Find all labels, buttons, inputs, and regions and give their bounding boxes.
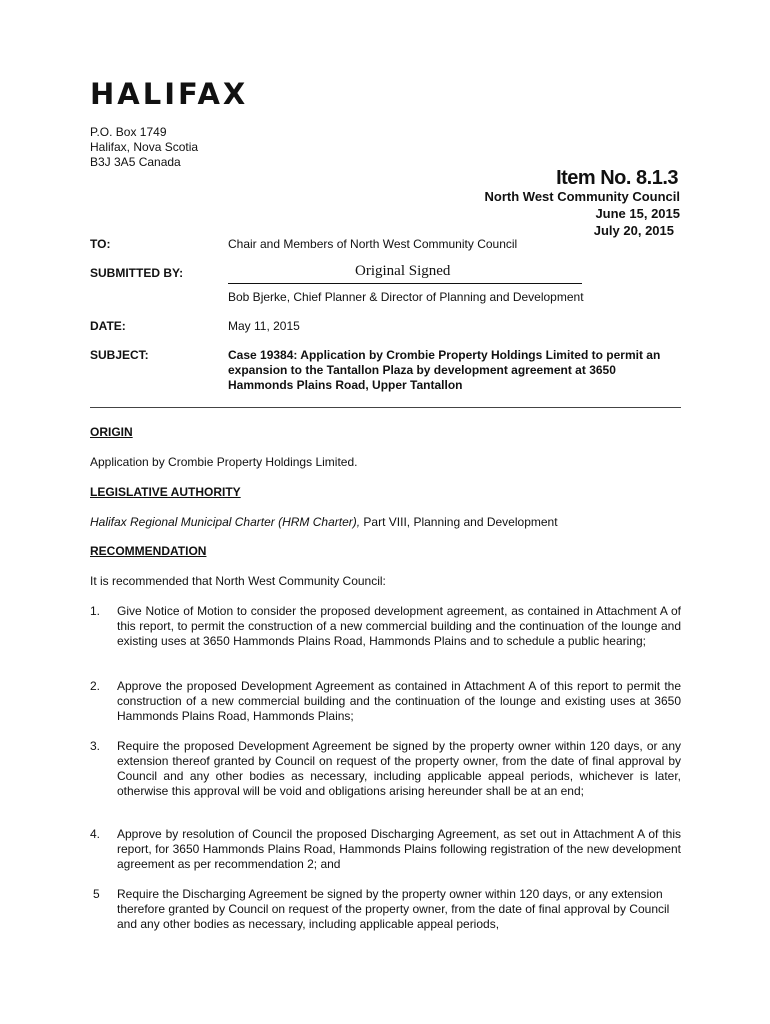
list-item-number: 2.	[90, 679, 101, 693]
meeting-date-2: July 20, 2015	[593, 223, 674, 238]
recommendation-intro: It is recommended that North West Community Council:	[90, 574, 386, 588]
charter-name: Halifax Regional Municipal Charter (HRM Charter),	[90, 515, 361, 529]
origin-text: Application by Crombie Property Holdings Limited.	[90, 455, 358, 469]
list-item: Approve by resolution of Council the proposed Discharging Agreement, as set out in Attachment A of this report, for 3650 Hammonds Plains Road, Hammonds Plains following registration of the new development agreement as per recommendation 2; and	[117, 827, 681, 871]
list-item-number: 4.	[90, 827, 101, 841]
signature-text: Original Signed	[355, 263, 451, 279]
halifax-logo: HALIFAX	[90, 77, 249, 111]
subject-value: Case 19384: Application by Crombie Property Holdings Limited to permit an expansion to the Tantallon Plaza by development agreement at 3650 Hammonds Plains Road, Upper Tantallon	[228, 348, 661, 392]
date-value: May 11, 2015	[228, 319, 300, 333]
signature-line	[228, 283, 582, 284]
legislative-heading: LEGISLATIVE AUTHORITY	[90, 485, 241, 499]
subject-label: SUBJECT:	[90, 348, 149, 362]
section-divider	[90, 407, 681, 408]
recommendation-heading: RECOMMENDATION	[90, 544, 207, 558]
submitted-by-label: SUBMITTED BY:	[90, 266, 184, 280]
list-item: Require the proposed Development Agreement be signed by the property owner within 120 days, or any extension thereof granted by Council on request of the property owner, from the date of final approval by Council and any other bodies as necessary, including applicable appeal periods, whichever is later, otherwise this approval will be void and obligations arising hereunder shall be at an end;	[117, 739, 681, 798]
address-line-1: P.O. Box 1749	[90, 125, 167, 139]
charter-part: Part VIII, Planning and Development	[360, 515, 558, 529]
list-item-number: 5	[93, 887, 100, 901]
council-name: North West Community Council	[484, 189, 680, 204]
meeting-date-1: June 15, 2015	[595, 206, 680, 221]
address-line-2: Halifax, Nova Scotia	[90, 140, 199, 154]
to-value: Chair and Members of North West Community Council	[228, 237, 518, 251]
list-item: Give Notice of Motion to consider the proposed development agreement, as contained in Attachment A of this report, to permit the construction of a new commercial building and the continuation of the lounge and existing uses at 3650 Hammonds Plains Road, Hammonds Plains and to schedule a public hearing;	[117, 604, 681, 648]
origin-heading: ORIGIN	[90, 425, 133, 439]
address-line-3: B3J 3A5 Canada	[90, 155, 181, 169]
to-label: TO:	[90, 237, 111, 251]
submitter-name: Bob Bjerke, Chief Planner & Director of Planning and Development	[228, 290, 584, 304]
list-item-number: 3.	[90, 739, 101, 753]
item-number: Item No. 8.1.3	[556, 167, 678, 189]
legislative-text	[90, 515, 680, 530]
list-item-number: 1.	[90, 604, 101, 618]
list-item: Approve the proposed Development Agreement as contained in Attachment A of this report to permit the construction of a new commercial building and the continuation of the lounge and existing uses at 3650 Hammonds Plains Road, Hammonds Plains;	[117, 679, 681, 723]
date-label: DATE:	[90, 319, 126, 333]
list-item: Require the Discharging Agreement be signed by the property owner within 120 days, or any extension therefore granted by Council on request of the property owner, from the date of final approval by Council and any other bodies as necessary, including applicable appeal periods,	[117, 887, 670, 931]
